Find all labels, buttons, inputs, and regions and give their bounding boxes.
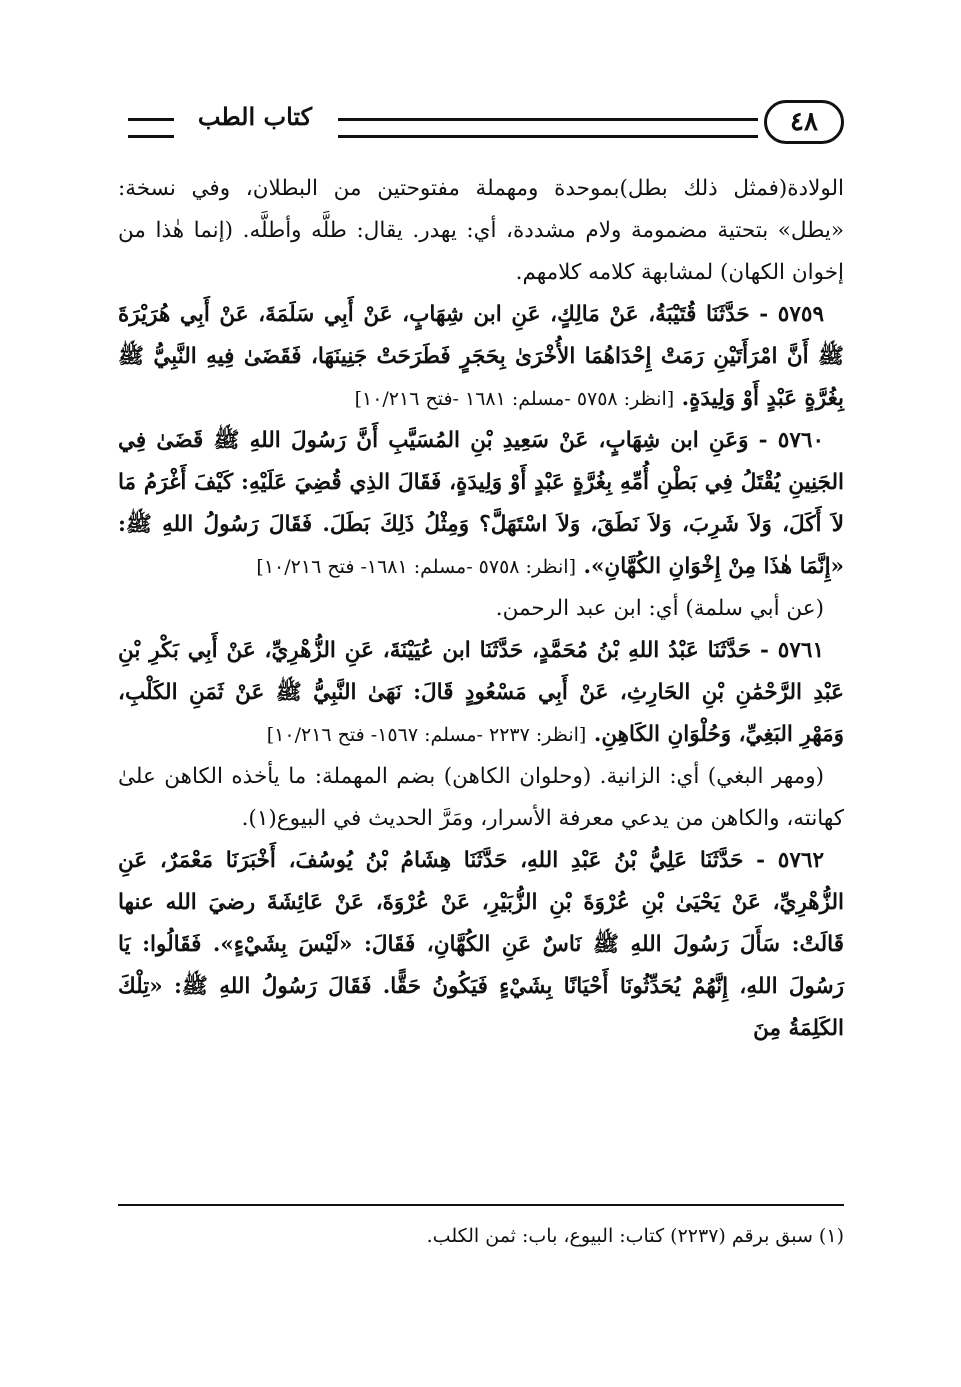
- page-number: ٤٨: [764, 100, 844, 144]
- commentary-paragraph: الولادة(فمثل ذلك بطل)بموحدة ومهملة مفتوحتين من البطلان، وفي نسخة: «يطل» بتحتية مضمومة ولام مشددة، أي: يهدر. يقال: طلَّه وأطلَّه. (إنما هٰذا من إخوان الكهان) لمشابهة كلامه كلامهم.: [118, 176, 844, 285]
- header-rule-long: [338, 118, 758, 138]
- footnote: (١) سبق برقم (٢٢٣٧) كتاب: البيوع، باب: ثمن الكلب.: [426, 1225, 844, 1247]
- commentary-paragraph: (ومهر البغي) أي: الزانية. (وحلوان الكاهن) بضم المهملة: ما يأخذه الكاهن علىٰ كهانته، والكاهن من يدعي معرفة الأسرار، ومَرَّ الحديث في البيوع(١).: [118, 764, 844, 831]
- hadith-5759: [118, 294, 844, 420]
- hadith-text: ٥٧٦١ - حَدَّثَنَا عَبْدُ اللهِ بْنُ مُحَمَّدٍ، حَدَّثَنَا ابن عُيَيْنَةَ، عَنِ الزُّهْرِيِّ، عَنْ أَبِي بَكْرِ بْنِ عَبْدِ الرَّحْمَٰنِ بْنِ الحَارِثِ، عَنْ أَبِي مَسْعُودٍ قَالَ: نَهَىٰ النَّبِيُّ ﷺ عَنْ ثَمَنِ الكَلْبِ، وَمَهْرِ البَغِيِّ، وَحُلْوَانِ الكَاهِنِ.: [118, 638, 844, 747]
- hadith-5760: [118, 420, 844, 588]
- book-page: [118, 96, 844, 1296]
- page-header: [118, 96, 844, 156]
- hadith-text: ٥٧٥٩ - حَدَّثَنَا قُتَيْبَةُ، عَنْ مَالِكٍ، عَنِ ابن شِهَابٍ، عَنْ أَبِي سَلَمَةَ، عَنْ أَبِي هُرَيْرَةَ ﷺ أَنَّ امْرَأَتَيْنِ رَمَتْ إِحْدَاهُمَا الأُخْرَىٰ بِحَجَرٍ فَطَرَحَتْ جَنِينَهَا، فَقَضَىٰ فِيهِ النَّبِيُّ ﷺ بِغُرَّةٍ عَبْدٍ أَوْ وَلِيدَةٍ.: [118, 302, 844, 411]
- hadith-text: ٥٧٦٠ - وَعَنِ ابن شِهَابٍ، عَنْ سَعِيدِ بْنِ المُسَيَّبِ أَنَّ رَسُولَ اللهِ ﷺ قَضَىٰ فِي الجَنِينِ يُقْتَلُ فِي بَطْنِ أُمِّهِ بِغُرَّةٍ عَبْدٍ أَوْ وَلِيدَةٍ، فَقَالَ الذِي قُضِيَ عَلَيْهِ: كَيْفَ أَغْرَمُ مَا لاَ أَكَلَ، وَلاَ شَرِبَ، وَلاَ نَطَقَ، وَلاَ اسْتَهَلَّ؟ وَمِثْلُ ذَلِكَ بَطَلَ. فَقَالَ رَسُولُ اللهِ ﷺ: «إِنَّمَا هٰذَا مِنْ إِخْوَانِ الكُهَّانِ».: [118, 428, 844, 579]
- main-text: [118, 168, 844, 1050]
- running-title: كتاب الطب: [197, 102, 313, 131]
- hadith-reference: [انظر: ٥٧٥٨ -مسلم: ١٦٨١- فتح ١٠/٢١٦]: [256, 556, 576, 578]
- commentary-paragraph: (عن أبي سلمة) أي: ابن عبد الرحمن.: [495, 596, 824, 621]
- hadith-reference: [انظر: ٢٢٣٧ -مسلم: ١٥٦٧- فتح ١٠/٢١٦]: [266, 724, 587, 746]
- header-rule-short: [128, 118, 174, 138]
- hadith-5761: [118, 630, 844, 756]
- hadith-reference: [انظر: ٥٧٥٨ -مسلم: ١٦٨١ -فتح ١٠/٢١٦]: [354, 388, 675, 410]
- footnote-divider: [118, 1204, 844, 1206]
- hadith-text: ٥٧٦٢ - حَدَّثَنَا عَلِيُّ بْنُ عَبْدِ اللهِ، حَدَّثَنَا هِشَامُ بْنُ يُوسُفَ، أَخْبَرَنَا مَعْمَرٌ، عَنِ الزُّهْرِيِّ، عَنْ يَحْيَىٰ بْنِ عُرْوَةَ بْنِ الزُّبَيْرِ، عَنْ عُرْوَةَ، عَنْ عَائِشَةَ رضيَ الله عنها قَالَتْ: سَأَلَ رَسُولَ اللهِ ﷺ نَاسٌ عَنِ الكُهَّانِ، فَقَالَ: «لَيْسَ بِشَيْءٍ». فَقَالُوا: يَا رَسُولَ اللهِ، إِنَّهُمْ يُحَدِّثُونَا أَحْيَانًا بِشَيْءٍ فَيَكُونُ حَقًّا. فَقَالَ رَسُولُ اللهِ ﷺ: «تِلْكَ الكَلِمَةُ مِنَ: [118, 848, 844, 1041]
- hadith-5762: [118, 840, 844, 1050]
